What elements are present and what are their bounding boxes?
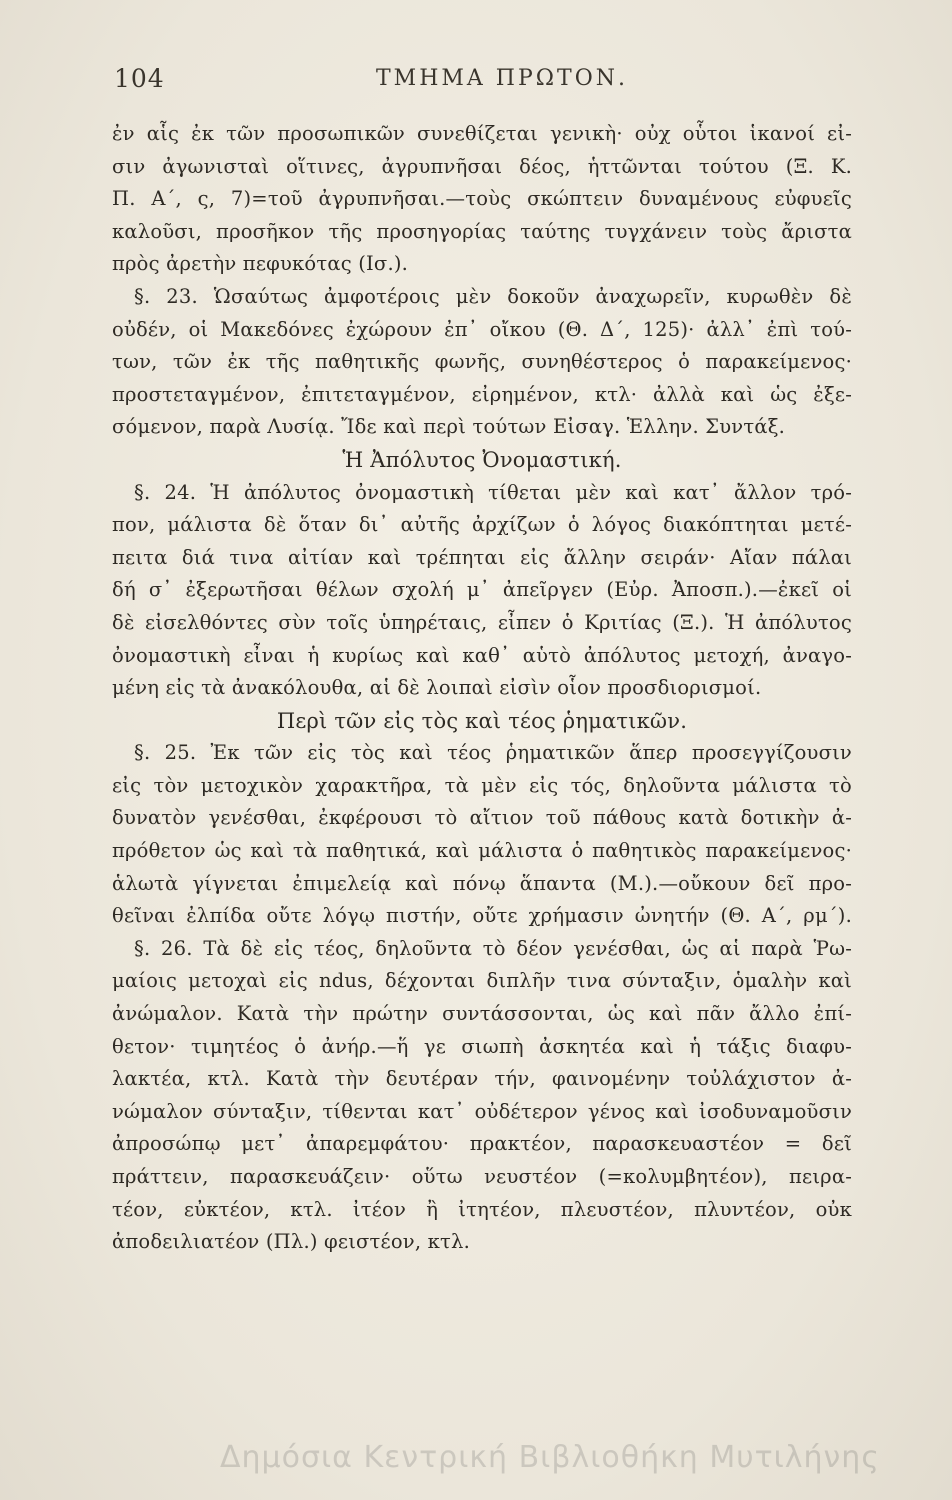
text-line: πρόθετον ὡς καὶ τὰ παθητικά, καὶ μάλιστα ὁ παθητικὸς παρακείμενος· bbox=[112, 839, 852, 863]
text-line: νώμαλον σύνταξιν, τίθενται κατ᾽ οὐδέτερον γένος καὶ ἰσοδυναμοῦσιν bbox=[112, 1099, 852, 1123]
text-line: εἰς τὸν μετοχικὸν χαρακτῆρα, τὰ μὲν εἰς τός, δηλοῦντα μάλιστα τὸ bbox=[112, 773, 852, 797]
text-line: Π. Α΄, ς, 7)=τοῦ ἀγρυπνῆσαι.—τοὺς σκώπτειν δυναμένους εὐφυεῖς bbox=[112, 187, 852, 211]
section-24-start: §. 24. Ἡ ἀπόλυτος ὀνομαστικὴ τίθεται μὲν καὶ κατ᾽ ἄλλον τρό- bbox=[134, 480, 852, 504]
subheading-verbal-adjectives: Περὶ τῶν εἰς τὸς καὶ τέος ῥηματικῶν. bbox=[276, 708, 688, 733]
running-head: ΤΜΗΜΑ ΠΡΩΤΟΝ. bbox=[376, 66, 628, 91]
text-line: των, τῶν ἐκ τῆς παθητικῆς φωνῆς, συνηθέστερος ὁ παρακείμενος· bbox=[112, 350, 852, 374]
text-line: ἀποδειλιατέον (Πλ.) φειστέον, κτλ. bbox=[112, 1230, 470, 1254]
text-line: δή σ᾽ ἐξερωτῆσαι θέλων σχολή μ᾽ ἀπεῖργεν (Εὐρ. Ἀποσπ.).—ἐκεῖ οἱ bbox=[112, 578, 852, 602]
text-line: σιν ἀγωνισταὶ οἵτινες, ἀγρυπνῆσαι δέος, ἡττῶνται τούτου (Ξ. Κ. bbox=[112, 154, 852, 178]
page-number: 104 bbox=[114, 64, 165, 93]
section-25-start: §. 25. Ἐκ τῶν εἰς τὸς καὶ τέος ῥηματικῶν ἅπερ προσεγγίζουσιν bbox=[134, 741, 852, 765]
text-line: μένη εἰς τὰ ἀνακόλουθα, αἱ δὲ λοιπαὶ εἰσὶν οἷον προσδιορισμοί. bbox=[112, 676, 762, 700]
page-header bbox=[114, 64, 854, 104]
text-line: λακτέα, κτλ. Κατὰ τὴν δευτέραν τήν, φαινομένην τοὐλάχιστον ἀ- bbox=[112, 1067, 852, 1091]
text-line: ὀνομαστικὴ εἶναι ἡ κυρίως καὶ καθ᾽ αὑτὸ ἀπόλυτος μετοχή, ἀναγο- bbox=[112, 643, 852, 667]
text-line: δυνατὸν γενέσθαι, ἐκφέρουσι τὸ αἴτιον τοῦ πάθους κατὰ δοτικὴν ἀ- bbox=[112, 806, 852, 830]
text-line: σόμενον, παρὰ Λυσίᾳ. Ἴδε καὶ περὶ τούτων Εἰσαγ. Ἑλλην. Συντάξ. bbox=[112, 415, 786, 439]
text-line: ἐν αἷς ἐκ τῶν προσωπικῶν συνεθίζεται γενικὴ· οὐχ οὗτοι ἱκανοί εἰ- bbox=[112, 122, 852, 145]
text-line: πρὸς ἀρετὴν πεφυκότας (Ισ.). bbox=[112, 252, 409, 276]
body-text bbox=[112, 118, 852, 1259]
text-line: θετον· τιμητέος ὁ ἀνήρ.—ἥ γε σιωπὴ ἀσκητέα καὶ ἡ τάξις διαφυ- bbox=[112, 1034, 852, 1058]
text-line: καλοῦσι, προσῆκον τῆς προσηγορίας ταύτης τυγχάνειν τοὺς ἄριστα bbox=[112, 219, 852, 243]
section-23-start: §. 23. Ὡσαύτως ἀμφοτέροις μὲν δοκοῦν ἀναχωρεῖν, κυρωθὲν δὲ bbox=[134, 284, 852, 308]
library-watermark: Δημόσια Κεντρική Βιβλιοθήκη Μυτιλήνης bbox=[220, 1440, 880, 1475]
subheading-absolute-nominative: Ἡ Ἀπόλυτος Ὀνομαστική. bbox=[342, 447, 622, 472]
text-line: τέον, εὐκτέον, κτλ. ἰτέον ἢ ἰτητέον, πλευστέον, πλυντέον, οὐκ bbox=[112, 1197, 852, 1221]
text-line: οὐδέν, οἱ Μακεδόνες ἐχώρουν ἐπ᾽ οἴκου (Θ. Δ΄, 125)· ἀλλ᾽ ἐπὶ τού- bbox=[112, 317, 852, 341]
text-line: προστεταγμένον, ἐπιτεταγμένον, εἰρημένον, κτλ· ἀλλὰ καὶ ὡς ἐξε- bbox=[112, 382, 852, 406]
section-26-start: §. 26. Τὰ δὲ εἰς τέος, δηλοῦντα τὸ δέον γενέσθαι, ὡς αἱ παρὰ Ῥω- bbox=[134, 936, 852, 960]
text-line: μαίοις μετοχαὶ εἰς ndus, δέχονται διπλῆν τινα σύνταξιν, ὁμαλὴν καὶ bbox=[112, 969, 852, 993]
text-line: θεῖναι ἐλπίδα οὔτε λόγῳ πιστήν, οὔτε χρήμασιν ὠνητήν (Θ. Α΄, ρμ΄). bbox=[112, 904, 852, 928]
text-line: δὲ εἰσελθόντες σὺν τοῖς ὑπηρέταις, εἶπεν ὁ Κριτίας (Ξ.). Ἡ ἀπόλυτος bbox=[112, 610, 852, 634]
text-line: πον, μάλιστα δὲ ὅταν δι᾽ αὐτῆς ἀρχίζων ὁ λόγος διακόπτηται μετέ- bbox=[112, 513, 852, 537]
text-line: ἀπροσώπῳ μετ᾽ ἀπαρεμφάτου· πρακτέον, παρασκευαστέον = δεῖ bbox=[112, 1132, 852, 1156]
text-line: πράττειν, παρασκευάζειν· οὕτω νευστέον (=κολυμβητέον), πειρα- bbox=[112, 1165, 852, 1188]
text-line: ἁλωτὰ γίγνεται ἐπιμελείᾳ καὶ πόνῳ ἅπαντα (Μ.).—οὔκουν δεῖ προ- bbox=[112, 871, 852, 895]
text-line: ἀνώμαλον. Κατὰ τὴν πρώτην συντάσσονται, ὡς καὶ πᾶν ἄλλο ἐπί- bbox=[112, 1002, 852, 1026]
text-line: πειτα διά τινα αἰτίαν καὶ τρέπηται εἰς ἄλλην σειράν· Αἴαν πάλαι bbox=[112, 545, 852, 569]
